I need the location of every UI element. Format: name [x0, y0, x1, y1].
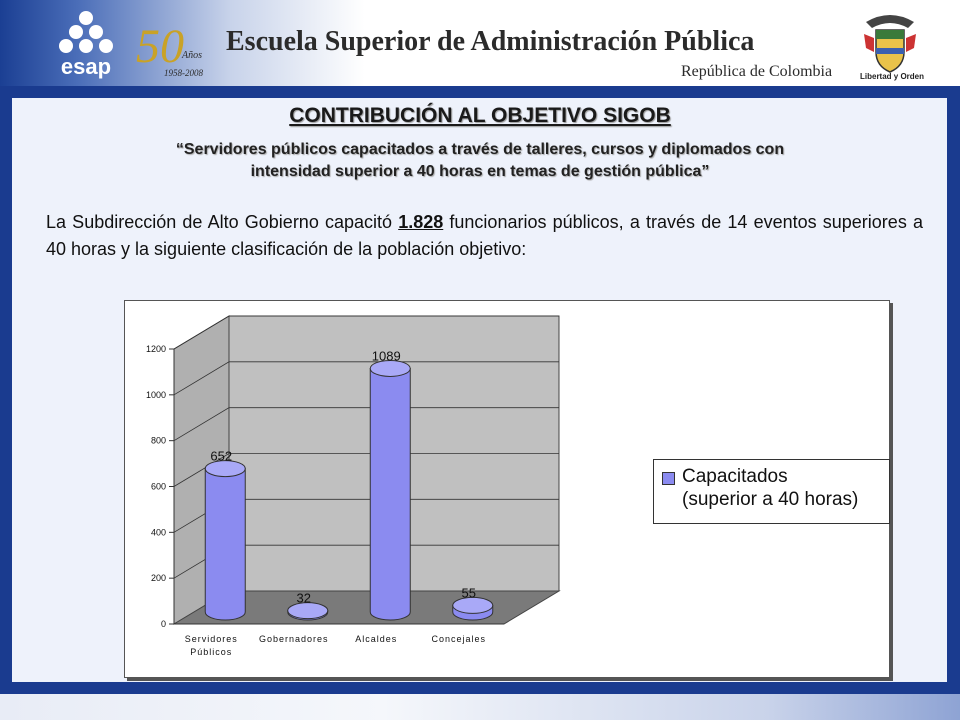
- y-tick-label: 200: [150, 573, 166, 584]
- bar-cylinder: [205, 469, 245, 620]
- category-label: Gobernadores: [258, 634, 329, 644]
- summary-paragraph: [46, 209, 923, 263]
- y-tick-label: 0: [160, 619, 166, 629]
- category-label: Servidores: [184, 634, 238, 644]
- data-label: 652: [210, 448, 233, 464]
- y-tick-label: 600: [150, 481, 166, 492]
- country-subtitle: República de Colombia: [681, 63, 833, 80]
- y-tick-label: 1200: [145, 344, 166, 354]
- footer-bar: [0, 694, 960, 720]
- category-label: Públicos: [190, 647, 233, 657]
- category-label: Concejales: [431, 634, 487, 644]
- data-label: 1089: [371, 348, 401, 364]
- paragraph-before: La Subdirección de Alto Gobierno capacitó: [46, 212, 399, 232]
- data-label: 55: [461, 585, 476, 601]
- page-subtitle: “Servidores públicos capacitados a través de talleres, cursos y diplomados con intensidad superior a 40 horas en temas de gestión pública”: [175, 141, 785, 180]
- header-banner: [0, 0, 960, 86]
- data-label: 32: [296, 590, 311, 606]
- anniversary-logo: [134, 18, 214, 80]
- esap-logo: [38, 8, 134, 80]
- bar-cylinder: [370, 368, 410, 620]
- y-tick-label: 1000: [145, 389, 166, 400]
- page-title: CONTRIBUCIÓN AL OBJETIVO SIGOB: [289, 104, 671, 127]
- legend-label: Capacitados (superior a 40 horas): [682, 466, 859, 510]
- institution-title: Escuela Superior de Administración Pública: [226, 26, 755, 57]
- anniversary-word: Años: [182, 50, 202, 61]
- paragraph-after: funcionarios públicos, a través de 14 eventos superiores a 40 horas y la siguiente clasificación de la población objetivo:: [46, 212, 923, 259]
- chart-legend: [653, 459, 890, 524]
- paragraph-highlight: 1.828: [398, 212, 444, 232]
- anniversary-years: 1958-2008: [164, 68, 203, 78]
- y-tick-label: 400: [150, 527, 166, 538]
- anniversary-number: 50: [136, 20, 184, 73]
- category-label: Alcaldes: [355, 634, 398, 644]
- legend-swatch: [662, 472, 675, 485]
- coat-of-arms-icon: [858, 8, 922, 78]
- logo-text: esap: [60, 54, 112, 79]
- y-tick-label: 800: [150, 435, 166, 446]
- motto-text: Libertad y Orden: [860, 72, 925, 81]
